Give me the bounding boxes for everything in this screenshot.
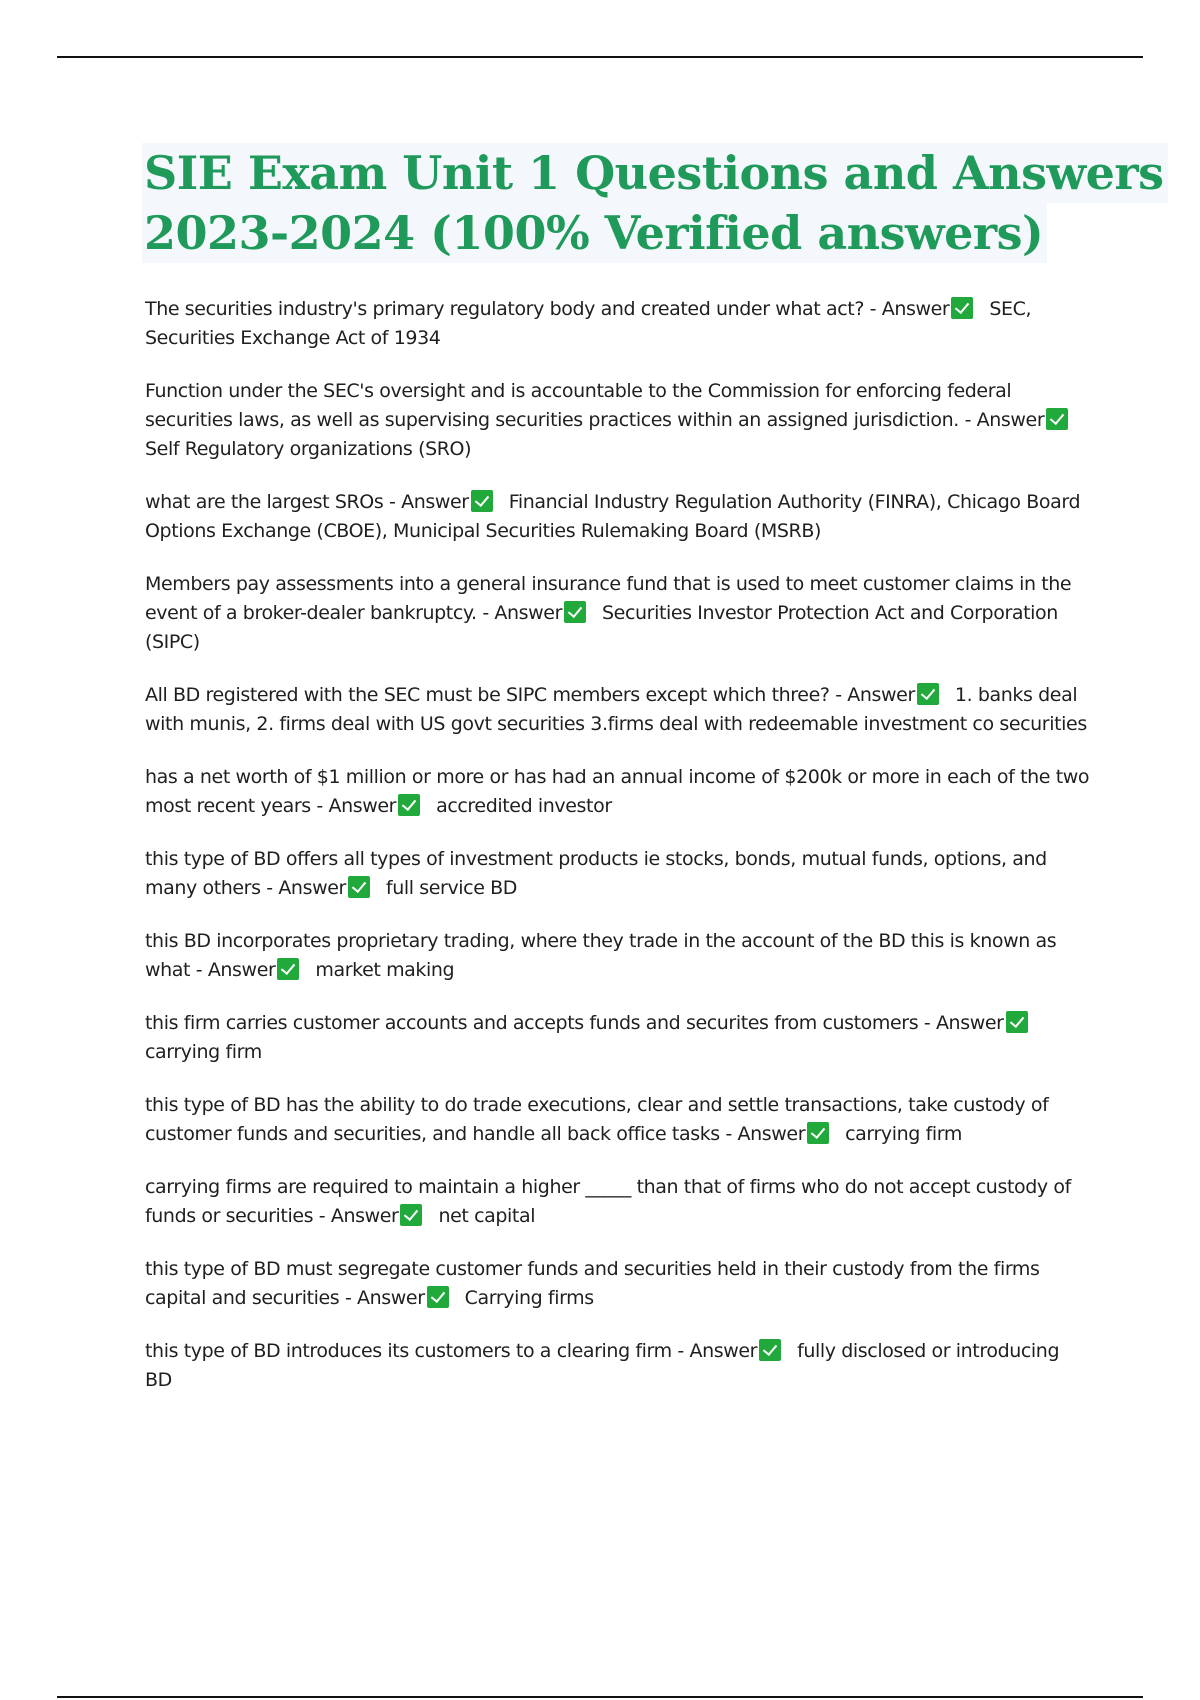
question-text: has a net worth of $1 million or more or has had an annual income of $200k or more in each of the two most recent years [145, 766, 1090, 817]
answer-label: - Answer [923, 1012, 1004, 1034]
question-text: this firm carries customer accounts and accepts funds and securites from customers [145, 1012, 919, 1034]
question-text: All BD registered with the SEC must be SIPC members except which three? [145, 684, 830, 706]
answer-text: accredited investor [436, 795, 612, 817]
check-box-icon [917, 683, 939, 705]
answer-label: - Answer [482, 602, 563, 624]
answer-text: market making [315, 959, 455, 981]
answer-text: 1. banks deal with munis, 2. firms deal with US govt securities 3.firms deal with redeemable investment co securities [145, 684, 1087, 735]
qa-list [145, 295, 1090, 1419]
answer-text: carrying firm [845, 1123, 962, 1145]
question-text: Members pay assessments into a general insurance fund that is used to meet customer claims in the event of a broker-dealer bankruptcy. [145, 573, 1072, 624]
qa-item [145, 488, 1090, 546]
answer-text: Securities Investor Protection Act and Corporation (SIPC) [145, 602, 1058, 653]
check-box-icon [951, 297, 973, 319]
question-text: what are the largest SROs [145, 491, 384, 513]
answer-text: SEC, Securities Exchange Act of 1934 [145, 298, 1032, 349]
answer-text: Self Regulatory organizations (SRO) [145, 438, 472, 460]
check-box-icon [564, 601, 586, 623]
check-box-icon [759, 1339, 781, 1361]
check-box-icon [398, 794, 420, 816]
answer-label: - Answer [195, 959, 276, 981]
title-line-1: SIE Exam Unit 1 Questions and Answers [142, 143, 1168, 203]
check-box-icon [1006, 1011, 1028, 1033]
answer-text: Carrying firms [464, 1287, 594, 1309]
check-box-icon [427, 1286, 449, 1308]
check-box-icon [348, 876, 370, 898]
check-box-icon [1046, 408, 1068, 430]
answer-label: - Answer [677, 1340, 758, 1362]
answer-label: - Answer [344, 1287, 425, 1309]
answer-text: full service BD [385, 877, 518, 899]
question-text: this type of BD must segregate customer funds and securities held in their custody from the firms capital and securities [145, 1258, 1040, 1309]
check-box-icon [277, 958, 299, 980]
qa-item [145, 845, 1090, 903]
top-rule [57, 56, 1143, 58]
check-box-icon [471, 490, 493, 512]
qa-item [145, 927, 1090, 985]
answer-label: - Answer [835, 684, 915, 706]
qa-item [145, 377, 1090, 464]
question-text: this type of BD introduces its customers to a clearing firm [145, 1340, 672, 1362]
answer-label: - Answer [869, 298, 950, 320]
question-text: this BD incorporates proprietary trading, where they trade in the account of the BD this is known as what [145, 930, 1057, 981]
check-box-icon [807, 1122, 829, 1144]
answer-text: Financial Industry Regulation Authority (FINRA), Chicago Board Options Exchange (CBOE), Municipal Securities Rulemaking Board (MSRB) [145, 491, 1081, 542]
qa-item [145, 1255, 1090, 1313]
answer-text: fully disclosed or introducing BD [145, 1340, 1060, 1391]
question-text: The securities industry's primary regulatory body and created under what act? [145, 298, 865, 320]
answer-label: - Answer [266, 877, 346, 899]
qa-item [145, 570, 1090, 657]
question-text: this type of BD has the ability to do trade executions, clear and settle transactions, take custody of customer funds and securities, and handle all back office tasks [145, 1094, 1049, 1145]
qa-item [145, 763, 1090, 821]
qa-item [145, 1009, 1090, 1067]
answer-label: - Answer [964, 409, 1045, 431]
qa-item [145, 1091, 1090, 1149]
qa-item [145, 1337, 1090, 1395]
title-line-2: 2023-2024 (100% Verified answers) [142, 203, 1047, 263]
answer-label: - Answer [318, 1205, 399, 1227]
question-text: Function under the SEC's oversight and is accountable to the Commission for enforcing federal securities laws, as well as supervising securities practices within an assigned jurisdiction. [145, 380, 1012, 431]
answer-label: - Answer [316, 795, 397, 817]
question-text: this type of BD offers all types of investment products ie stocks, bonds, mutual funds, options, and many others [145, 848, 1047, 899]
check-box-icon [400, 1204, 422, 1226]
qa-item [145, 681, 1090, 739]
bottom-rule [57, 1696, 1143, 1698]
qa-item [145, 1173, 1090, 1231]
answer-label: - Answer [389, 491, 469, 513]
answer-label: - Answer [725, 1123, 806, 1145]
page-title [142, 143, 1164, 263]
qa-item [145, 295, 1090, 353]
answer-text: net capital [438, 1205, 536, 1227]
answer-text: carrying firm [145, 1041, 262, 1063]
question-text: carrying firms are required to maintain a higher _____ than that of firms who do not accept custody of funds or securities [145, 1176, 1071, 1227]
